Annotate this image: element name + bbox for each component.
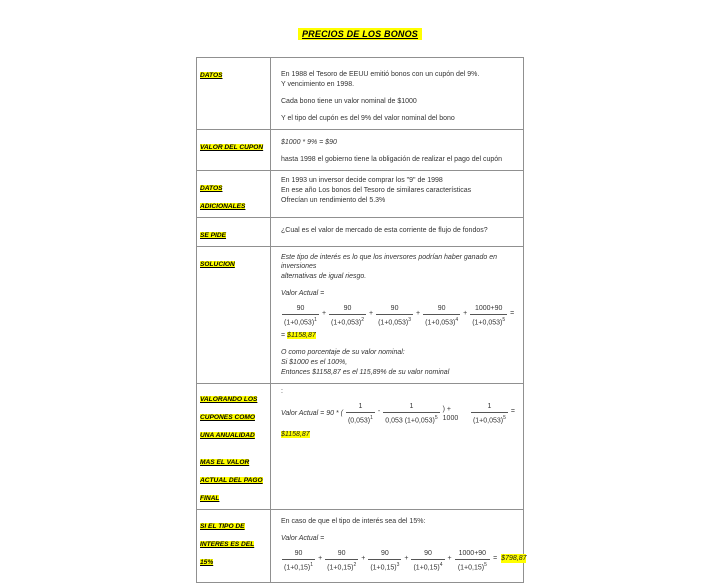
valor-actual-label: Valor Actual = (281, 290, 325, 297)
spacer (281, 527, 517, 534)
fraction: $\frac{1000+90}{(1+0,15)^5}$ (455, 549, 490, 572)
bond-price-table (196, 57, 527, 583)
table-row-datos-adicionales (197, 171, 524, 218)
fraction: $\frac{1}{(1+0,053)^5}$ (472, 403, 506, 425)
row-content-cell (271, 218, 524, 247)
plus-operator: + (404, 555, 409, 563)
text-line: Si $1000 es el 100%, (281, 359, 348, 367)
present-value-formula-15pct (281, 549, 527, 572)
table-row-valor-cupon (197, 130, 524, 171)
equals-operator: = (510, 408, 515, 416)
fraction: $\frac{1000+90}{(1+0,053)^5}$ (472, 305, 506, 327)
fraction: $\frac{90}{(1+0,053)^4}$ (425, 305, 459, 327)
row-label-cell (197, 218, 271, 247)
row-label-cell (197, 130, 271, 171)
row-label-interes-15: SI EL TIPO DE INTERES ES DEL 15% (200, 523, 255, 567)
text-line: En caso de que el tipo de interés sea del 15%: (281, 518, 426, 526)
table-row-interes-15 (197, 510, 524, 582)
fraction: $\frac{90}{(1+0,053)^1}$ (284, 305, 317, 327)
fraction: $\frac{1}{0,053 (1+0,053)^5}$ (385, 403, 438, 425)
row-content-cell (271, 171, 524, 218)
row-content-cell (271, 510, 527, 582)
row-content-cell (271, 384, 524, 510)
spacer (281, 90, 517, 97)
spacer (281, 148, 517, 155)
row-label-cell (197, 171, 271, 218)
coupon-formula: $1000 * 9% = $90 (281, 139, 337, 146)
row-label-cell (197, 384, 271, 510)
valor-actual-label: Valor Actual = (281, 535, 325, 543)
page-header (0, 24, 720, 42)
table-row-anualidad (197, 384, 524, 510)
row-content-cell (271, 130, 524, 171)
formula-mid-text: ) + 1000 (442, 405, 459, 422)
row-label-cell (197, 247, 271, 384)
text-line: En 1988 el Tesoro de EEUU emitió bonos con un cupón del 9%. (281, 71, 480, 78)
plus-operator: + (463, 310, 468, 318)
fraction: $\frac{90}{(1+0,053)^3}$ (378, 305, 412, 327)
present-value-formula (281, 304, 517, 327)
result-line (281, 331, 517, 340)
result-line (281, 430, 517, 439)
row-content-cell (271, 247, 524, 384)
spacer (281, 107, 517, 114)
plus-operator: + (318, 555, 323, 563)
fraction: $\frac{90}{(1+0,15)^1}$ (284, 550, 314, 572)
annuity-result: $1158,87 (281, 430, 310, 438)
spacer (281, 282, 517, 289)
text-line: Ofrecían un rendimiento del 5.3% (281, 197, 386, 204)
present-value-result-15pct: $798,87 (501, 555, 527, 563)
row-label-cell (197, 58, 271, 130)
table-row-datos (197, 58, 524, 130)
row-label-datos-adicionales: DATOS ADICIONALES (200, 185, 246, 210)
present-value-result: $1158,87 (287, 332, 316, 340)
equals-sign: = (281, 332, 286, 340)
row-label-valor-cupon: VALOR DEL CUPON (200, 144, 264, 151)
fraction: $\frac{90}{(1+0,15)^3}$ (370, 550, 400, 572)
row-label-anualidad: VALORANDO LOS CUPONES COMO UNA ANUALIDAD (200, 396, 258, 440)
fraction: $\frac{90}{(1+0,053)^2}$ (331, 305, 364, 327)
plus-operator: + (447, 555, 452, 563)
plus-operator: + (321, 310, 327, 318)
plus-operator: + (369, 310, 374, 318)
row-label-pago-final: MAS EL VALOR ACTUAL DEL PAGO FINAL (200, 459, 263, 503)
row-label-se-pide: SE PIDE (200, 232, 227, 239)
text-line: En ese año Los bonos del Tesoro de similares características (281, 187, 472, 194)
text-line: Cada bono tiene un valor nominal de $1000 (281, 98, 417, 105)
text-line: O como porcentaje de su valor nominal: (281, 349, 405, 357)
row-label-solucion: SOLUCION (200, 261, 235, 268)
plus-operator: + (361, 555, 366, 563)
text-line: Y el tipo del cupón es del 9% del valor nominal del bono (281, 115, 455, 122)
equals-operator: = (493, 555, 498, 563)
equals-operator: = (510, 310, 515, 318)
minus-operator: - (377, 408, 381, 416)
fraction: $\frac{90}{(1+0,15)^4}$ (413, 550, 443, 572)
row-content-cell (271, 58, 524, 130)
row-label-datos: DATOS (200, 72, 223, 79)
row-label-cell (197, 510, 271, 582)
plus-operator: + (416, 310, 421, 318)
question-line: ¿Cual es el valor de mercado de esta corriente de flujo de fondos? (281, 227, 488, 234)
text-line: Este tipo de interés es lo que los inversores podrían haber ganado en inversiones (281, 254, 497, 270)
table-row-se-pide (197, 218, 524, 247)
page-title: PRECIOS DE LOS BONOS (298, 28, 422, 40)
fraction: $\frac{90}{(1+0,15)^2}$ (327, 550, 357, 572)
text-line: En 1993 un inversor decide comprar los "9" de 1998 (281, 177, 443, 184)
annuity-formula (281, 402, 517, 425)
text-line: Y vencimiento en 1998. (281, 81, 355, 88)
text-line: alternativas de igual riesgo. (281, 273, 367, 280)
fraction: $\frac{1}{(0,053)^1}$ (347, 403, 373, 425)
colon-mark: : (281, 388, 283, 396)
text-line: hasta 1998 el gobierno tiene la obligación de realizar el pago del cupón (281, 156, 503, 163)
text-line: Entonces $1158,87 es el 115,89% de su valor nominal (281, 369, 450, 377)
annuity-formula-prefix: Valor Actual = 90 * ( (281, 410, 343, 418)
spacer (281, 341, 517, 348)
table-row-solucion (197, 247, 524, 384)
